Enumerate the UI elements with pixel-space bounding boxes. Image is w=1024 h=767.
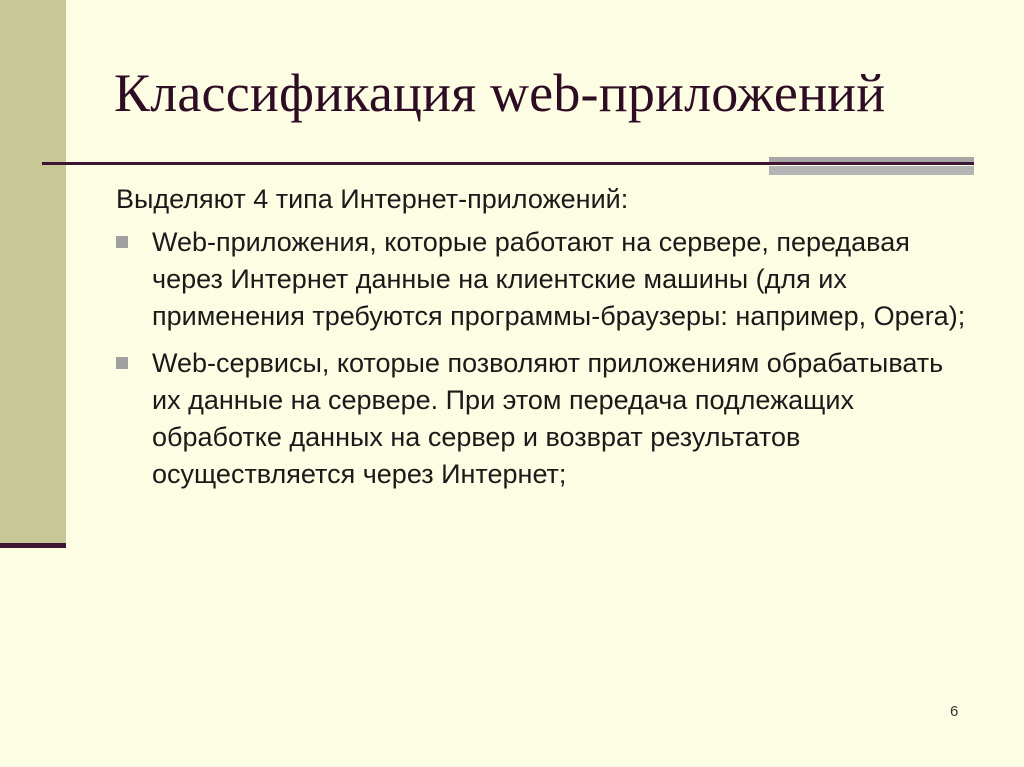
accent-stripe-top: [769, 157, 974, 162]
square-bullet-icon: [116, 236, 128, 248]
bullet-list: [116, 224, 976, 493]
square-bullet-icon: [116, 357, 128, 369]
left-decorative-bar: [0, 0, 66, 545]
slide-title: Классификация web-приложений: [114, 63, 886, 123]
intro-text: Выделяют 4 типа Интернет-приложений:: [116, 184, 629, 214]
title-divider-accent: [769, 157, 974, 176]
page-number: 6: [950, 703, 959, 720]
list-item: [116, 224, 976, 335]
left-bar-underline: [0, 543, 66, 548]
bullet-text: Web-приложения, которые работают на сервере, передавая через Интернет данные на клиентские машины (для их применения требуются программы-браузеры: например, Opera);: [152, 227, 966, 331]
slide-body: [116, 181, 976, 503]
list-item: [116, 345, 976, 493]
bullet-text: Web-сервисы, которые позволяют приложениям обрабатывать их данные на сервере. При этом передача подлежащих обработке данных на сервер и возврат результатов осуществляется через Интернет;: [152, 348, 944, 489]
accent-stripe-bottom: [769, 166, 974, 175]
